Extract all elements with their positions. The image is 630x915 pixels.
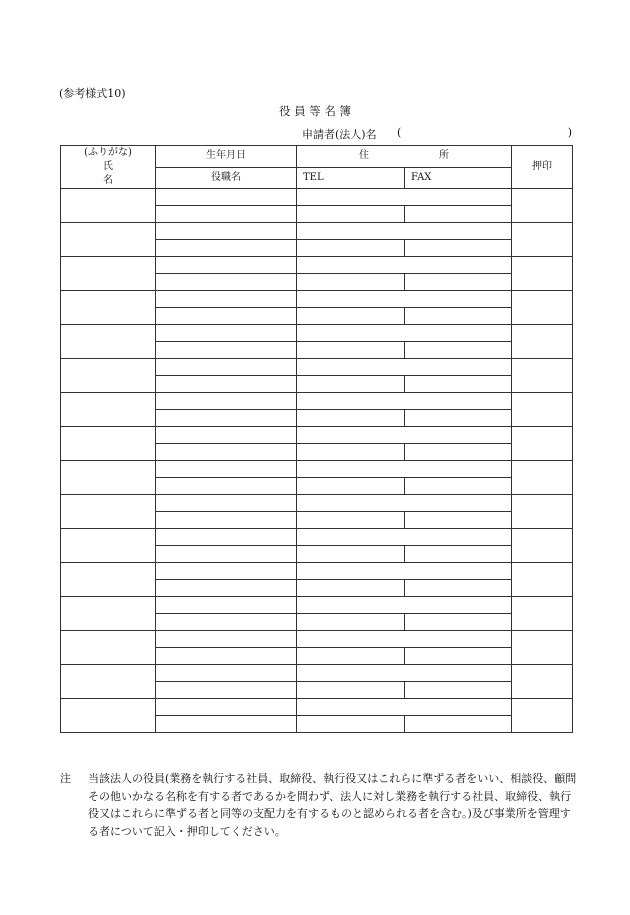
stamp-cell[interactable] bbox=[512, 631, 573, 665]
name-cell[interactable] bbox=[61, 427, 156, 461]
form-reference: (参考様式10) bbox=[59, 87, 126, 100]
name-cell[interactable] bbox=[61, 223, 156, 257]
applicant-name-field[interactable] bbox=[302, 126, 578, 142]
stamp-cell[interactable] bbox=[512, 597, 573, 631]
tel-cell[interactable] bbox=[297, 546, 405, 563]
name-cell[interactable] bbox=[61, 665, 156, 699]
stamp-cell[interactable] bbox=[512, 529, 573, 563]
birthdate-cell[interactable] bbox=[156, 563, 297, 580]
fax-cell[interactable] bbox=[405, 682, 512, 699]
address-cell[interactable] bbox=[297, 291, 512, 308]
entry-row-top bbox=[61, 291, 573, 308]
position-cell[interactable] bbox=[156, 716, 297, 733]
position-cell[interactable] bbox=[156, 206, 297, 223]
tel-cell[interactable] bbox=[297, 580, 405, 597]
name-cell[interactable] bbox=[61, 461, 156, 495]
address-cell[interactable] bbox=[297, 495, 512, 512]
tel-cell[interactable] bbox=[297, 682, 405, 699]
header-stamp: 押印 bbox=[512, 146, 573, 189]
address-cell[interactable] bbox=[297, 189, 512, 206]
entry-row-top bbox=[61, 461, 573, 478]
name-cell[interactable] bbox=[61, 563, 156, 597]
entry-row-top bbox=[61, 189, 573, 206]
fax-cell[interactable] bbox=[405, 410, 512, 427]
stamp-cell[interactable] bbox=[512, 699, 573, 733]
fax-cell[interactable] bbox=[405, 716, 512, 733]
fax-cell[interactable] bbox=[405, 240, 512, 257]
name-cell[interactable] bbox=[61, 699, 156, 733]
birthdate-cell[interactable] bbox=[156, 699, 297, 716]
address-cell[interactable] bbox=[297, 597, 512, 614]
position-cell[interactable] bbox=[156, 444, 297, 461]
birthdate-cell[interactable] bbox=[156, 359, 297, 376]
header-name-cell bbox=[61, 146, 167, 189]
tel-cell[interactable] bbox=[297, 410, 405, 427]
tel-cell[interactable] bbox=[297, 614, 405, 631]
tel-cell[interactable] bbox=[297, 512, 405, 529]
applicant-close-paren: ) bbox=[567, 126, 572, 139]
fax-cell[interactable] bbox=[405, 444, 512, 461]
header-position: 役職名 bbox=[156, 167, 297, 189]
birthdate-cell[interactable] bbox=[156, 393, 297, 410]
entry-row-top bbox=[61, 495, 573, 512]
name-cell[interactable] bbox=[61, 597, 156, 631]
entry-row-top bbox=[61, 257, 573, 274]
position-cell[interactable] bbox=[156, 410, 297, 427]
entry-row-top bbox=[61, 631, 573, 648]
header-tel: TEL bbox=[297, 167, 405, 189]
address-cell[interactable] bbox=[297, 257, 512, 274]
header-furigana: (ふりがな) bbox=[84, 147, 132, 158]
birthdate-cell[interactable] bbox=[156, 325, 297, 342]
stamp-cell[interactable] bbox=[512, 495, 573, 529]
position-cell[interactable] bbox=[156, 274, 297, 291]
name-cell[interactable] bbox=[61, 529, 156, 563]
fax-cell[interactable] bbox=[405, 546, 512, 563]
footnote-text: 当該法人の役員(業務を執行する社員、取締役、執行役又はこれらに準ずる者をいい、相談役、顧問その他いかなる名称を有する者であるかを問わず、法人に対し業務を執行する社員、取締役、執行役又はこれらに準ずる者と同等の支配力を有するものと認められる者を含む。)及び事業所を管理する者について記入・押印してください。 bbox=[88, 772, 577, 838]
document-title: 役 員 等 名 簿 bbox=[278, 104, 352, 118]
stamp-cell[interactable] bbox=[512, 325, 573, 359]
applicant-open-paren: ( bbox=[397, 126, 402, 139]
birthdate-cell[interactable] bbox=[156, 495, 297, 512]
position-cell[interactable] bbox=[156, 512, 297, 529]
name-cell[interactable] bbox=[61, 393, 156, 427]
entry-row-top bbox=[61, 699, 573, 716]
entry-row-top bbox=[61, 427, 573, 444]
fax-cell[interactable] bbox=[405, 376, 512, 393]
stamp-cell[interactable] bbox=[512, 257, 573, 291]
applicant-label: 申請者(法人)名 bbox=[302, 128, 377, 141]
entry-row-top bbox=[61, 665, 573, 682]
birthdate-cell[interactable] bbox=[156, 291, 297, 308]
tel-cell[interactable] bbox=[297, 444, 405, 461]
fax-cell[interactable] bbox=[405, 206, 512, 223]
fax-cell[interactable] bbox=[405, 580, 512, 597]
tel-cell[interactable] bbox=[297, 342, 405, 359]
name-cell[interactable] bbox=[61, 495, 156, 529]
tel-cell[interactable] bbox=[297, 716, 405, 733]
birthdate-cell[interactable] bbox=[156, 189, 297, 206]
fax-cell[interactable] bbox=[405, 342, 512, 359]
address-cell[interactable] bbox=[297, 223, 512, 240]
entry-row-top bbox=[61, 223, 573, 240]
stamp-cell[interactable] bbox=[512, 291, 573, 325]
fax-cell[interactable] bbox=[405, 308, 512, 325]
position-cell[interactable] bbox=[156, 546, 297, 563]
tel-cell[interactable] bbox=[297, 376, 405, 393]
entry-row-top bbox=[61, 563, 573, 580]
birthdate-cell[interactable] bbox=[156, 427, 297, 444]
birthdate-cell[interactable] bbox=[156, 461, 297, 478]
stamp-cell[interactable] bbox=[512, 461, 573, 495]
tel-cell[interactable] bbox=[297, 206, 405, 223]
stamp-cell[interactable] bbox=[512, 393, 573, 427]
address-cell[interactable] bbox=[297, 631, 512, 648]
entry-row-top bbox=[61, 393, 573, 410]
address-cell[interactable] bbox=[297, 461, 512, 478]
name-cell[interactable] bbox=[61, 631, 156, 665]
position-cell[interactable] bbox=[156, 342, 297, 359]
entry-row-top bbox=[61, 359, 573, 376]
address-cell[interactable] bbox=[297, 563, 512, 580]
address-cell[interactable] bbox=[297, 325, 512, 342]
tel-cell[interactable] bbox=[297, 240, 405, 257]
officers-table bbox=[60, 145, 573, 733]
header-fax: FAX bbox=[405, 167, 512, 189]
birthdate-cell[interactable] bbox=[156, 223, 297, 240]
address-cell[interactable] bbox=[297, 393, 512, 410]
position-cell[interactable] bbox=[156, 478, 297, 495]
name-cell[interactable] bbox=[61, 291, 156, 325]
footnote bbox=[60, 770, 580, 840]
name-cell[interactable] bbox=[61, 189, 156, 223]
stamp-cell[interactable] bbox=[512, 189, 573, 223]
stamp-cell[interactable] bbox=[512, 563, 573, 597]
entry-row-top bbox=[61, 325, 573, 342]
position-cell[interactable] bbox=[156, 648, 297, 665]
birthdate-cell[interactable] bbox=[156, 631, 297, 648]
position-cell[interactable] bbox=[156, 308, 297, 325]
entry-row-top bbox=[61, 529, 573, 546]
header-address: 住 所 bbox=[297, 146, 512, 168]
address-cell[interactable] bbox=[297, 699, 512, 716]
address-cell[interactable] bbox=[297, 359, 512, 376]
name-cell[interactable] bbox=[61, 359, 156, 393]
address-cell[interactable] bbox=[297, 665, 512, 682]
name-cell[interactable] bbox=[61, 325, 156, 359]
fax-cell[interactable] bbox=[405, 274, 512, 291]
position-cell[interactable] bbox=[156, 580, 297, 597]
header-row-1 bbox=[61, 146, 573, 168]
header-birthdate: 生年月日 bbox=[156, 146, 297, 168]
birthdate-cell[interactable] bbox=[156, 597, 297, 614]
tel-cell[interactable] bbox=[297, 308, 405, 325]
stamp-cell[interactable] bbox=[512, 223, 573, 257]
stamp-cell[interactable] bbox=[512, 427, 573, 461]
tel-cell[interactable] bbox=[297, 648, 405, 665]
footnote-mark: 注 bbox=[60, 772, 71, 785]
name-cell[interactable] bbox=[61, 257, 156, 291]
stamp-cell[interactable] bbox=[512, 665, 573, 699]
fax-cell[interactable] bbox=[405, 478, 512, 495]
tel-cell[interactable] bbox=[297, 274, 405, 291]
birthdate-cell[interactable] bbox=[156, 529, 297, 546]
entry-row-top bbox=[61, 597, 573, 614]
header-name: 氏 名 bbox=[103, 161, 167, 186]
birthdate-cell[interactable] bbox=[156, 665, 297, 682]
fax-cell[interactable] bbox=[405, 512, 512, 529]
stamp-cell[interactable] bbox=[512, 359, 573, 393]
position-cell[interactable] bbox=[156, 614, 297, 631]
position-cell[interactable] bbox=[156, 682, 297, 699]
birthdate-cell[interactable] bbox=[156, 257, 297, 274]
address-cell[interactable] bbox=[297, 427, 512, 444]
fax-cell[interactable] bbox=[405, 614, 512, 631]
position-cell[interactable] bbox=[156, 376, 297, 393]
fax-cell[interactable] bbox=[405, 648, 512, 665]
tel-cell[interactable] bbox=[297, 478, 405, 495]
position-cell[interactable] bbox=[156, 240, 297, 257]
address-cell[interactable] bbox=[297, 529, 512, 546]
